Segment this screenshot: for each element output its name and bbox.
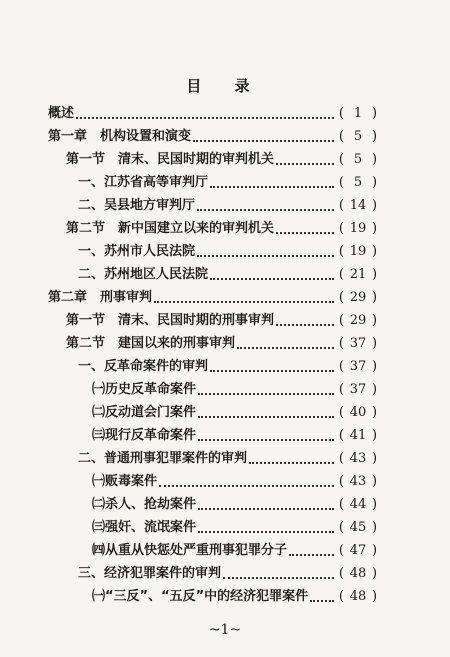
toc-entry-line bbox=[66, 220, 336, 238]
toc-entry-label: ㈠历史反革命案件 bbox=[92, 382, 197, 397]
toc-entry-line bbox=[78, 197, 336, 215]
toc-entry-label: 概述 bbox=[48, 106, 75, 121]
toc-entry-label: ㈣从重从快惩处严重刑事犯罪分子 bbox=[92, 543, 288, 558]
toc-entry-line bbox=[92, 588, 336, 606]
dot-leader bbox=[197, 209, 334, 211]
toc-entry-label: ㈢现行反革命案件 bbox=[92, 428, 197, 443]
dot-leader bbox=[223, 577, 334, 579]
dot-leader bbox=[198, 416, 334, 418]
toc-entry-line bbox=[92, 519, 336, 537]
toc-entry-line bbox=[92, 404, 336, 422]
toc-entry-line bbox=[78, 243, 336, 261]
dot-leader bbox=[276, 324, 334, 326]
toc-entry-label: 二、吴县地方审判厅 bbox=[78, 198, 196, 213]
page-number: 19 bbox=[349, 244, 367, 259]
toc-entry bbox=[0, 128, 450, 146]
page-number: 19 bbox=[349, 221, 367, 236]
toc-entry-label: 二、苏州地区人民法院 bbox=[78, 267, 209, 282]
dot-leader bbox=[76, 117, 334, 119]
toc-entry bbox=[0, 496, 450, 514]
toc-entry-page: ( 44 ) bbox=[338, 497, 378, 512]
dot-leader bbox=[289, 554, 334, 556]
toc-entry-label: 第一章 机构设置和演变 bbox=[48, 129, 192, 144]
toc-entry-line bbox=[78, 450, 336, 468]
toc-entry-page: ( 14 ) bbox=[338, 198, 378, 213]
toc-entry-page: ( 45 ) bbox=[338, 520, 378, 535]
toc-entry bbox=[0, 565, 450, 583]
toc-entry-page: ( 29 ) bbox=[338, 313, 378, 328]
toc-entry-label: 第一节 清末、民国时期的审判机关 bbox=[66, 152, 275, 167]
toc-entry-line bbox=[48, 289, 336, 307]
toc-entry-line bbox=[66, 312, 336, 330]
toc-entry-page: ( 5 ) bbox=[338, 152, 378, 167]
dot-leader bbox=[154, 301, 334, 303]
toc-entry bbox=[0, 427, 450, 445]
toc-entry-page: ( 21 ) bbox=[338, 267, 378, 282]
dot-leader bbox=[198, 531, 334, 533]
page-number: 47 bbox=[349, 543, 367, 558]
toc-entry-page: ( 29 ) bbox=[338, 290, 378, 305]
toc-entry-line bbox=[92, 473, 336, 491]
toc-entry-label: ㈢强奸、流氓案件 bbox=[92, 520, 197, 535]
toc-entry-page: ( 19 ) bbox=[338, 221, 378, 236]
toc-entry-page: ( 43 ) bbox=[338, 474, 378, 489]
page-number: 37 bbox=[349, 382, 367, 397]
page-number: 37 bbox=[349, 359, 367, 374]
toc-entry bbox=[0, 220, 450, 238]
toc-entry bbox=[0, 312, 450, 330]
toc-entry bbox=[0, 450, 450, 468]
page-number-footer: ~1~ bbox=[208, 622, 242, 638]
dot-leader bbox=[310, 600, 334, 602]
toc-entry bbox=[0, 404, 450, 422]
dot-leader bbox=[193, 140, 334, 142]
dot-leader bbox=[198, 508, 334, 510]
toc-entry-label: 三、经济犯罪案件的审判 bbox=[78, 566, 222, 581]
toc-entry-label: 第二章 刑事审判 bbox=[48, 290, 153, 305]
page-number: 43 bbox=[349, 474, 367, 489]
toc-entry-page: ( 40 ) bbox=[338, 405, 378, 420]
page-number: 40 bbox=[349, 405, 367, 420]
toc-entry-label: ㈠贩毒案件 bbox=[92, 474, 158, 489]
toc-entry-page: ( 41 ) bbox=[338, 428, 378, 443]
dot-leader bbox=[197, 255, 334, 257]
toc-entry bbox=[0, 174, 450, 192]
dot-leader bbox=[237, 347, 334, 349]
toc-entry-line bbox=[78, 358, 336, 376]
toc-entry-page: ( 37 ) bbox=[338, 336, 378, 351]
toc-entry-line bbox=[78, 266, 336, 284]
page-number: 21 bbox=[349, 267, 367, 282]
toc-entry-page: ( 5 ) bbox=[338, 129, 378, 144]
toc-entry bbox=[0, 588, 450, 606]
toc-entry-label: 一、苏州市人民法院 bbox=[78, 244, 196, 259]
toc-entry-line bbox=[92, 381, 336, 399]
toc-entry bbox=[0, 519, 450, 537]
toc-entry-label: 一、反革命案件的审判 bbox=[78, 359, 209, 374]
dot-leader bbox=[210, 186, 334, 188]
toc-entry-line bbox=[66, 151, 336, 169]
page-number: 44 bbox=[349, 497, 367, 512]
dot-leader bbox=[210, 278, 334, 280]
toc-entry bbox=[0, 473, 450, 491]
page-number: 5 bbox=[353, 152, 363, 167]
toc-entry-label: ㈡反动道会门案件 bbox=[92, 405, 197, 420]
toc-entry-line bbox=[66, 335, 336, 353]
page-number: 41 bbox=[349, 428, 367, 443]
toc-entry-page: ( 43 ) bbox=[338, 451, 378, 466]
toc-entry-line bbox=[48, 128, 336, 146]
toc-entry-page: ( 37 ) bbox=[338, 382, 378, 397]
toc-entry-page: ( 47 ) bbox=[338, 543, 378, 558]
toc-entry-line bbox=[92, 427, 336, 445]
toc-entry-page: ( 1 ) bbox=[338, 106, 378, 121]
toc-entry-label: 第二节 新中国建立以来的审判机关 bbox=[66, 221, 275, 236]
toc-entry-page: ( 19 ) bbox=[338, 244, 378, 259]
toc-entry bbox=[0, 266, 450, 284]
page-number: 29 bbox=[349, 313, 367, 328]
toc-entry-page: ( 48 ) bbox=[338, 589, 378, 604]
toc-entry-line bbox=[92, 542, 336, 560]
page-number: 45 bbox=[349, 520, 367, 535]
page-number: 48 bbox=[349, 566, 367, 581]
toc-entry-label: 第一节 清末、民国时期的刑事审判 bbox=[66, 313, 275, 328]
toc-entry bbox=[0, 335, 450, 353]
page-number: 37 bbox=[349, 336, 367, 351]
page-number: 48 bbox=[349, 589, 367, 604]
toc-entry-line bbox=[78, 565, 336, 583]
toc-entry bbox=[0, 197, 450, 215]
dot-leader bbox=[276, 232, 334, 234]
toc-entry bbox=[0, 289, 450, 307]
page-number: 5 bbox=[353, 129, 363, 144]
toc-entry bbox=[0, 542, 450, 560]
toc-entry-line bbox=[48, 105, 336, 123]
dot-leader bbox=[210, 370, 334, 372]
toc-entry-label: ㈡杀人、抢劫案件 bbox=[92, 497, 197, 512]
dot-leader bbox=[198, 393, 334, 395]
toc-entry-page: ( 37 ) bbox=[338, 359, 378, 374]
toc-entry-label: 二、普通刑事犯罪案件的审判 bbox=[78, 451, 248, 466]
toc-entry bbox=[0, 358, 450, 376]
dot-leader bbox=[159, 485, 334, 487]
page-number: 29 bbox=[349, 290, 367, 305]
toc-entry bbox=[0, 151, 450, 169]
toc-entry-line bbox=[92, 496, 336, 514]
page-number: 43 bbox=[349, 451, 367, 466]
toc-entry-page: ( 5 ) bbox=[338, 175, 378, 190]
page-number: 14 bbox=[349, 198, 367, 213]
page-number: 5 bbox=[353, 175, 363, 190]
dot-leader bbox=[276, 163, 334, 165]
toc-entry bbox=[0, 243, 450, 261]
dot-leader bbox=[198, 439, 334, 441]
page-number: 1 bbox=[353, 106, 363, 121]
toc-entry-label: ㈠“三反”、“五反”中的经济犯罪案件 bbox=[92, 589, 309, 604]
toc-entry bbox=[0, 105, 450, 123]
toc-entry-label: 一、江苏省高等审判厅 bbox=[78, 175, 209, 190]
page-title: 目 录 bbox=[186, 77, 264, 95]
toc-entry bbox=[0, 381, 450, 399]
toc-entry-line bbox=[78, 174, 336, 192]
dot-leader bbox=[249, 462, 334, 464]
toc-entry-label: 第二节 建国以来的刑事审判 bbox=[66, 336, 236, 351]
toc-entry-page: ( 48 ) bbox=[338, 566, 378, 581]
